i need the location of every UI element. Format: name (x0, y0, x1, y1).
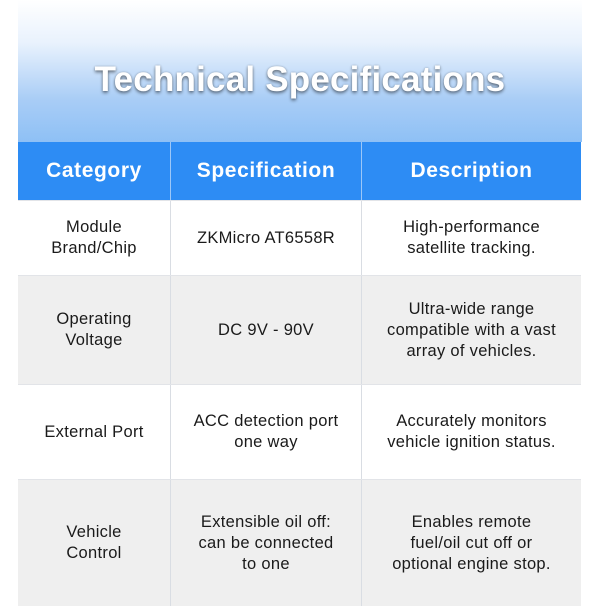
specification-cell (171, 480, 362, 606)
specification-cell (171, 276, 362, 384)
cell-text: Accurately monitors vehicle ignition status. (387, 412, 556, 451)
description-cell (362, 276, 581, 384)
page-title: Technical Specifications (94, 60, 506, 99)
specification-cell (171, 385, 362, 479)
cell-text: External Port (44, 422, 144, 441)
specification-cell (171, 201, 362, 275)
spec-table (18, 142, 581, 606)
category-cell (18, 480, 171, 606)
cell-text: Operating Voltage (56, 310, 132, 349)
cell-text: High-performance satellite tracking. (403, 218, 540, 257)
description-cell (362, 201, 581, 275)
table-row (18, 275, 581, 384)
cell-text: ZKMicro AT6558R (196, 228, 336, 247)
header-category: Category (18, 142, 171, 200)
cell-text: ACC detection port one way (193, 412, 339, 451)
description-cell (362, 480, 581, 606)
cell-text: Enables remote fuel/oil cut off or optional engine stop. (392, 512, 551, 573)
header-description: Description (410, 159, 533, 182)
table-row (18, 200, 581, 275)
cell-text: DC 9V - 90V (218, 320, 314, 339)
table-row (18, 479, 581, 606)
table-row (18, 384, 581, 479)
description-cell (362, 385, 581, 479)
table-body (18, 200, 581, 606)
cell-text: Extensible oil off: can be connected to one (198, 512, 334, 573)
category-cell (18, 385, 171, 479)
table-header-row (18, 142, 581, 200)
cell-text: Module Brand/Chip (51, 218, 137, 257)
category-cell (18, 201, 171, 275)
cell-text: Vehicle Control (66, 523, 122, 562)
cell-text: Ultra-wide range compatible with a vast array of vehicles. (387, 299, 556, 360)
header-specification: Specification (171, 142, 362, 200)
category-cell (18, 276, 171, 384)
